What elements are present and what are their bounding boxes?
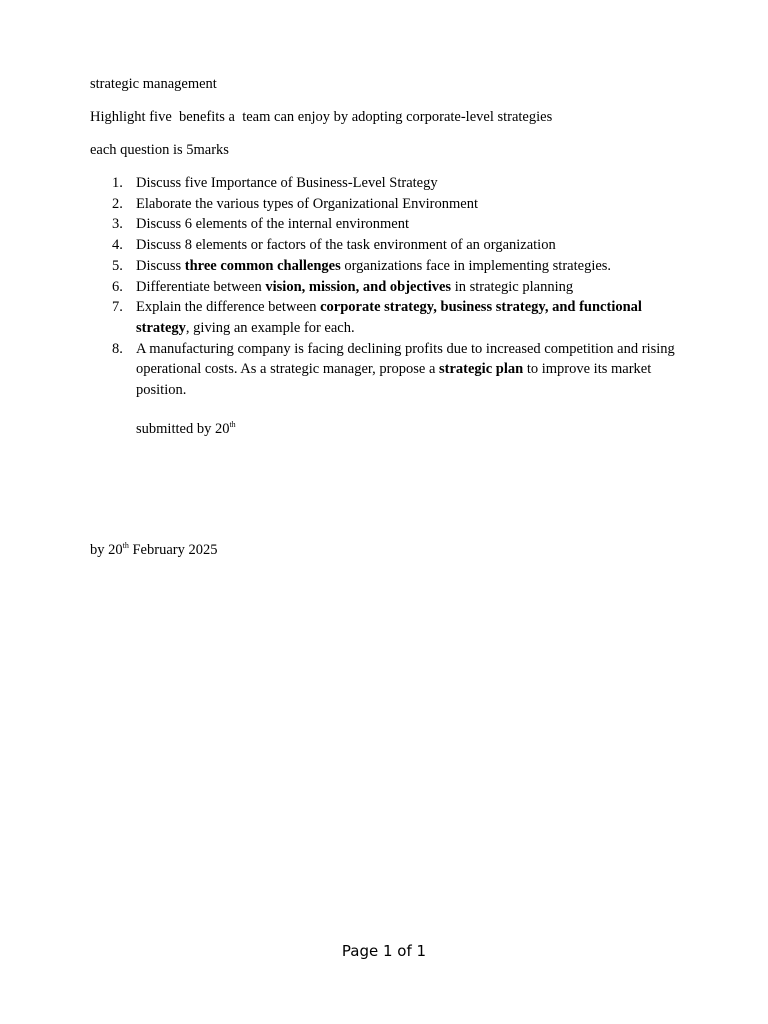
- question-text-run: Discuss 8 elements or factors of the task environment of an organization: [136, 237, 556, 254]
- deadline-ordinal-suffix: th: [122, 541, 129, 550]
- question-number: 2.: [112, 195, 123, 212]
- question-text-run: Elaborate the various types of Organizational Environment: [136, 195, 478, 212]
- question-text: [136, 216, 409, 232]
- question-text: [136, 196, 478, 212]
- deadline-line: [90, 540, 217, 560]
- question-text-run: in strategic planning: [451, 278, 574, 295]
- question-text-run: organizations face in implementing strategies.: [340, 257, 612, 274]
- submitted-ordinal-suffix: th: [229, 420, 236, 429]
- question-text: [136, 279, 573, 295]
- question-emphasis: three common challenges: [184, 257, 341, 274]
- question-item: [90, 214, 680, 235]
- question-number: 1.: [112, 175, 123, 191]
- question-item: [90, 173, 680, 194]
- question-item: [90, 235, 680, 256]
- question-text-run: Discuss 6 elements of the internal environment: [136, 216, 410, 233]
- question-text: [136, 299, 642, 336]
- assignment-prompt: Highlight five benefits a team can enjoy by adopting corporate-level strategies: [90, 109, 553, 125]
- question-text: [136, 341, 675, 398]
- question-number: 7.: [112, 299, 123, 316]
- question-number: 6.: [112, 278, 123, 295]
- question-list: [90, 173, 680, 401]
- question-emphasis: strategic plan: [439, 361, 524, 378]
- deadline-suffix: February 2025: [128, 542, 218, 558]
- question-text: [136, 258, 611, 274]
- question-number: 3.: [112, 216, 123, 233]
- question-text-run: , giving an example for each.: [185, 319, 355, 336]
- question-text: [136, 237, 556, 253]
- question-text-run: Differentiate between: [136, 278, 266, 295]
- question-text: [136, 175, 438, 191]
- question-item: [90, 339, 680, 401]
- question-text-run: Discuss five Importance of Business-Level Strategy: [136, 175, 438, 191]
- submitted-by-line: [136, 419, 236, 439]
- question-emphasis: vision, mission, and objectives: [265, 278, 452, 295]
- question-item: [90, 256, 680, 277]
- marks-note: each question is 5marks: [90, 142, 229, 158]
- question-number: 8.: [112, 340, 123, 357]
- question-number: 5.: [112, 257, 123, 274]
- question-emphasis: corporate strategy, business strategy, and functional strategy: [136, 299, 642, 336]
- question-text-run: A manufacturing company is facing declining profits due to increased competition and rising operational costs. As a strategic manager, propose a: [136, 340, 675, 378]
- question-item: [90, 297, 680, 338]
- question-text-run: Explain the difference between: [136, 299, 321, 316]
- question-item: [90, 194, 680, 215]
- submitted-prefix: submitted by 20: [136, 421, 230, 437]
- question-text-run: to improve its market position.: [136, 361, 652, 399]
- question-text-run: Discuss: [136, 257, 185, 274]
- question-item: [90, 277, 680, 298]
- deadline-prefix: by 20: [90, 542, 123, 558]
- question-number: 4.: [112, 237, 123, 254]
- document-heading: strategic management: [90, 76, 217, 92]
- page-number-footer: Page 1 of 1: [341, 942, 427, 960]
